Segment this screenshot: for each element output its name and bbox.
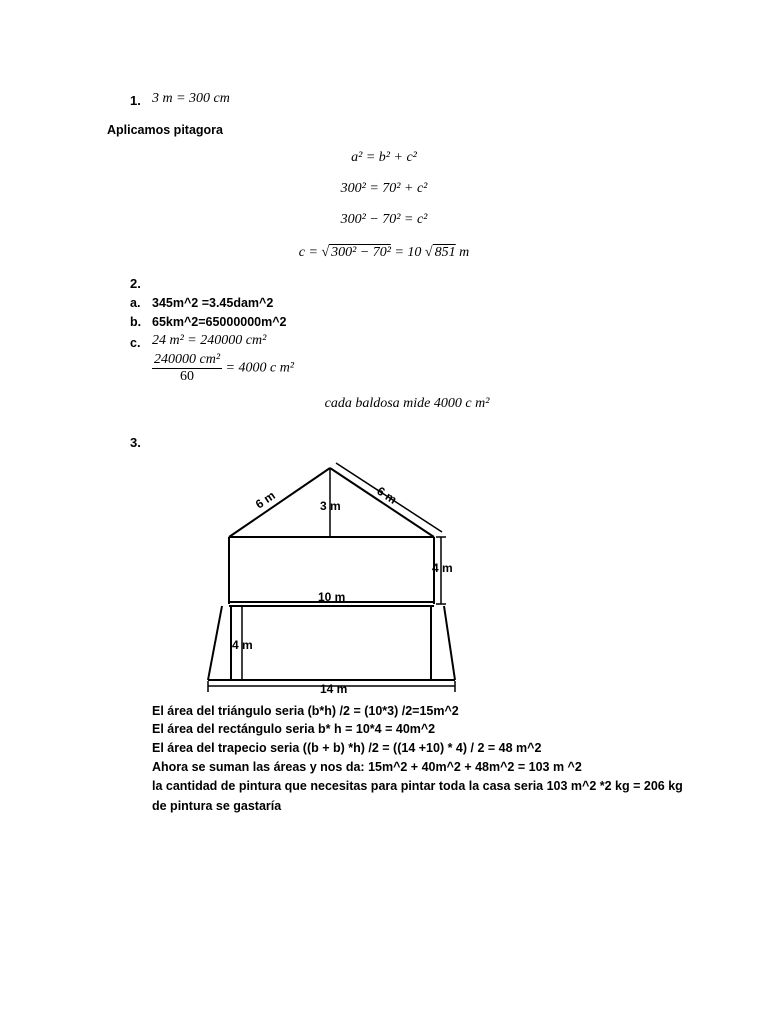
list-item-c: 24 m² = 240000 cm² [152, 333, 267, 348]
label-wall-height: 4 m [432, 561, 453, 575]
explanation-line-1: El área del triángulo seria (b*h) /2 = (10*3) /2=15m^2 [152, 704, 459, 718]
list-marker-b: b. [130, 315, 142, 329]
pythagoras-result: c = √ 300² − 70² = 10 √ 851 m [298, 245, 470, 260]
result-equals: = 10 [390, 245, 425, 260]
label-right-roof: 6 m [374, 483, 400, 507]
explanation-line-3: El área del trapecio seria ((b + b) *h) /2 = ((14 +10) * 4) / 2 = 48 m^2 [152, 741, 542, 755]
explanation-line-5: la cantidad de pintura que necesitas para pintar toda la casa seria 103 m^2 *2 kg = 206 kg [152, 779, 683, 793]
result-radical: 300² − 70² [331, 245, 391, 260]
pythagoras-rearranged: 300² − 70² = c² [340, 212, 428, 227]
item-number-3: 3. [130, 435, 141, 450]
result-unit: m [455, 245, 470, 260]
tile-conclusion: cada baldosa mide 4000 c m² [324, 396, 490, 411]
list-marker-a: a. [130, 296, 141, 310]
explanation-line-4: Ahora se suman las áreas y nos da: 15m^2 + 40m^2 + 48m^2 = 103 m ^2 [152, 760, 582, 774]
label-middle-width: 10 m [318, 590, 346, 604]
label-roof-height: 3 m [320, 499, 341, 513]
result-prefix: c = [298, 245, 322, 260]
result-radical-2: 851 [434, 245, 456, 260]
label-trapezoid-height: 4 m [232, 638, 253, 652]
fraction-numerator: 240000 cm² [154, 352, 221, 367]
pythagoras-substitution: 300² = 70² + c² [340, 181, 428, 196]
item-number-1: 1. [130, 93, 141, 108]
fraction-denominator: 60 [180, 369, 195, 384]
list-marker-c: c. [130, 336, 141, 350]
item-number-2: 2. [130, 276, 141, 291]
unit-conversion: 3 m = 300 cm [152, 91, 230, 106]
pythagoras-formula: a² = b² + c² [351, 150, 417, 165]
label-left-roof: 6 m [252, 488, 278, 512]
fraction-result: = 4000 c m² [222, 360, 294, 376]
label-base-width: 14 m [320, 682, 348, 696]
explanation-line-6: de pintura se gastaría [152, 799, 282, 813]
explanation-line-2: El área del rectángulo seria b* h = 10*4 = 40m^2 [152, 722, 436, 736]
list-item-a: 345m^2 =3.45dam^2 [152, 296, 274, 310]
pythagoras-heading: Aplicamos pitagora [107, 123, 223, 137]
list-item-b: 65km^2=65000000m^2 [152, 315, 287, 329]
